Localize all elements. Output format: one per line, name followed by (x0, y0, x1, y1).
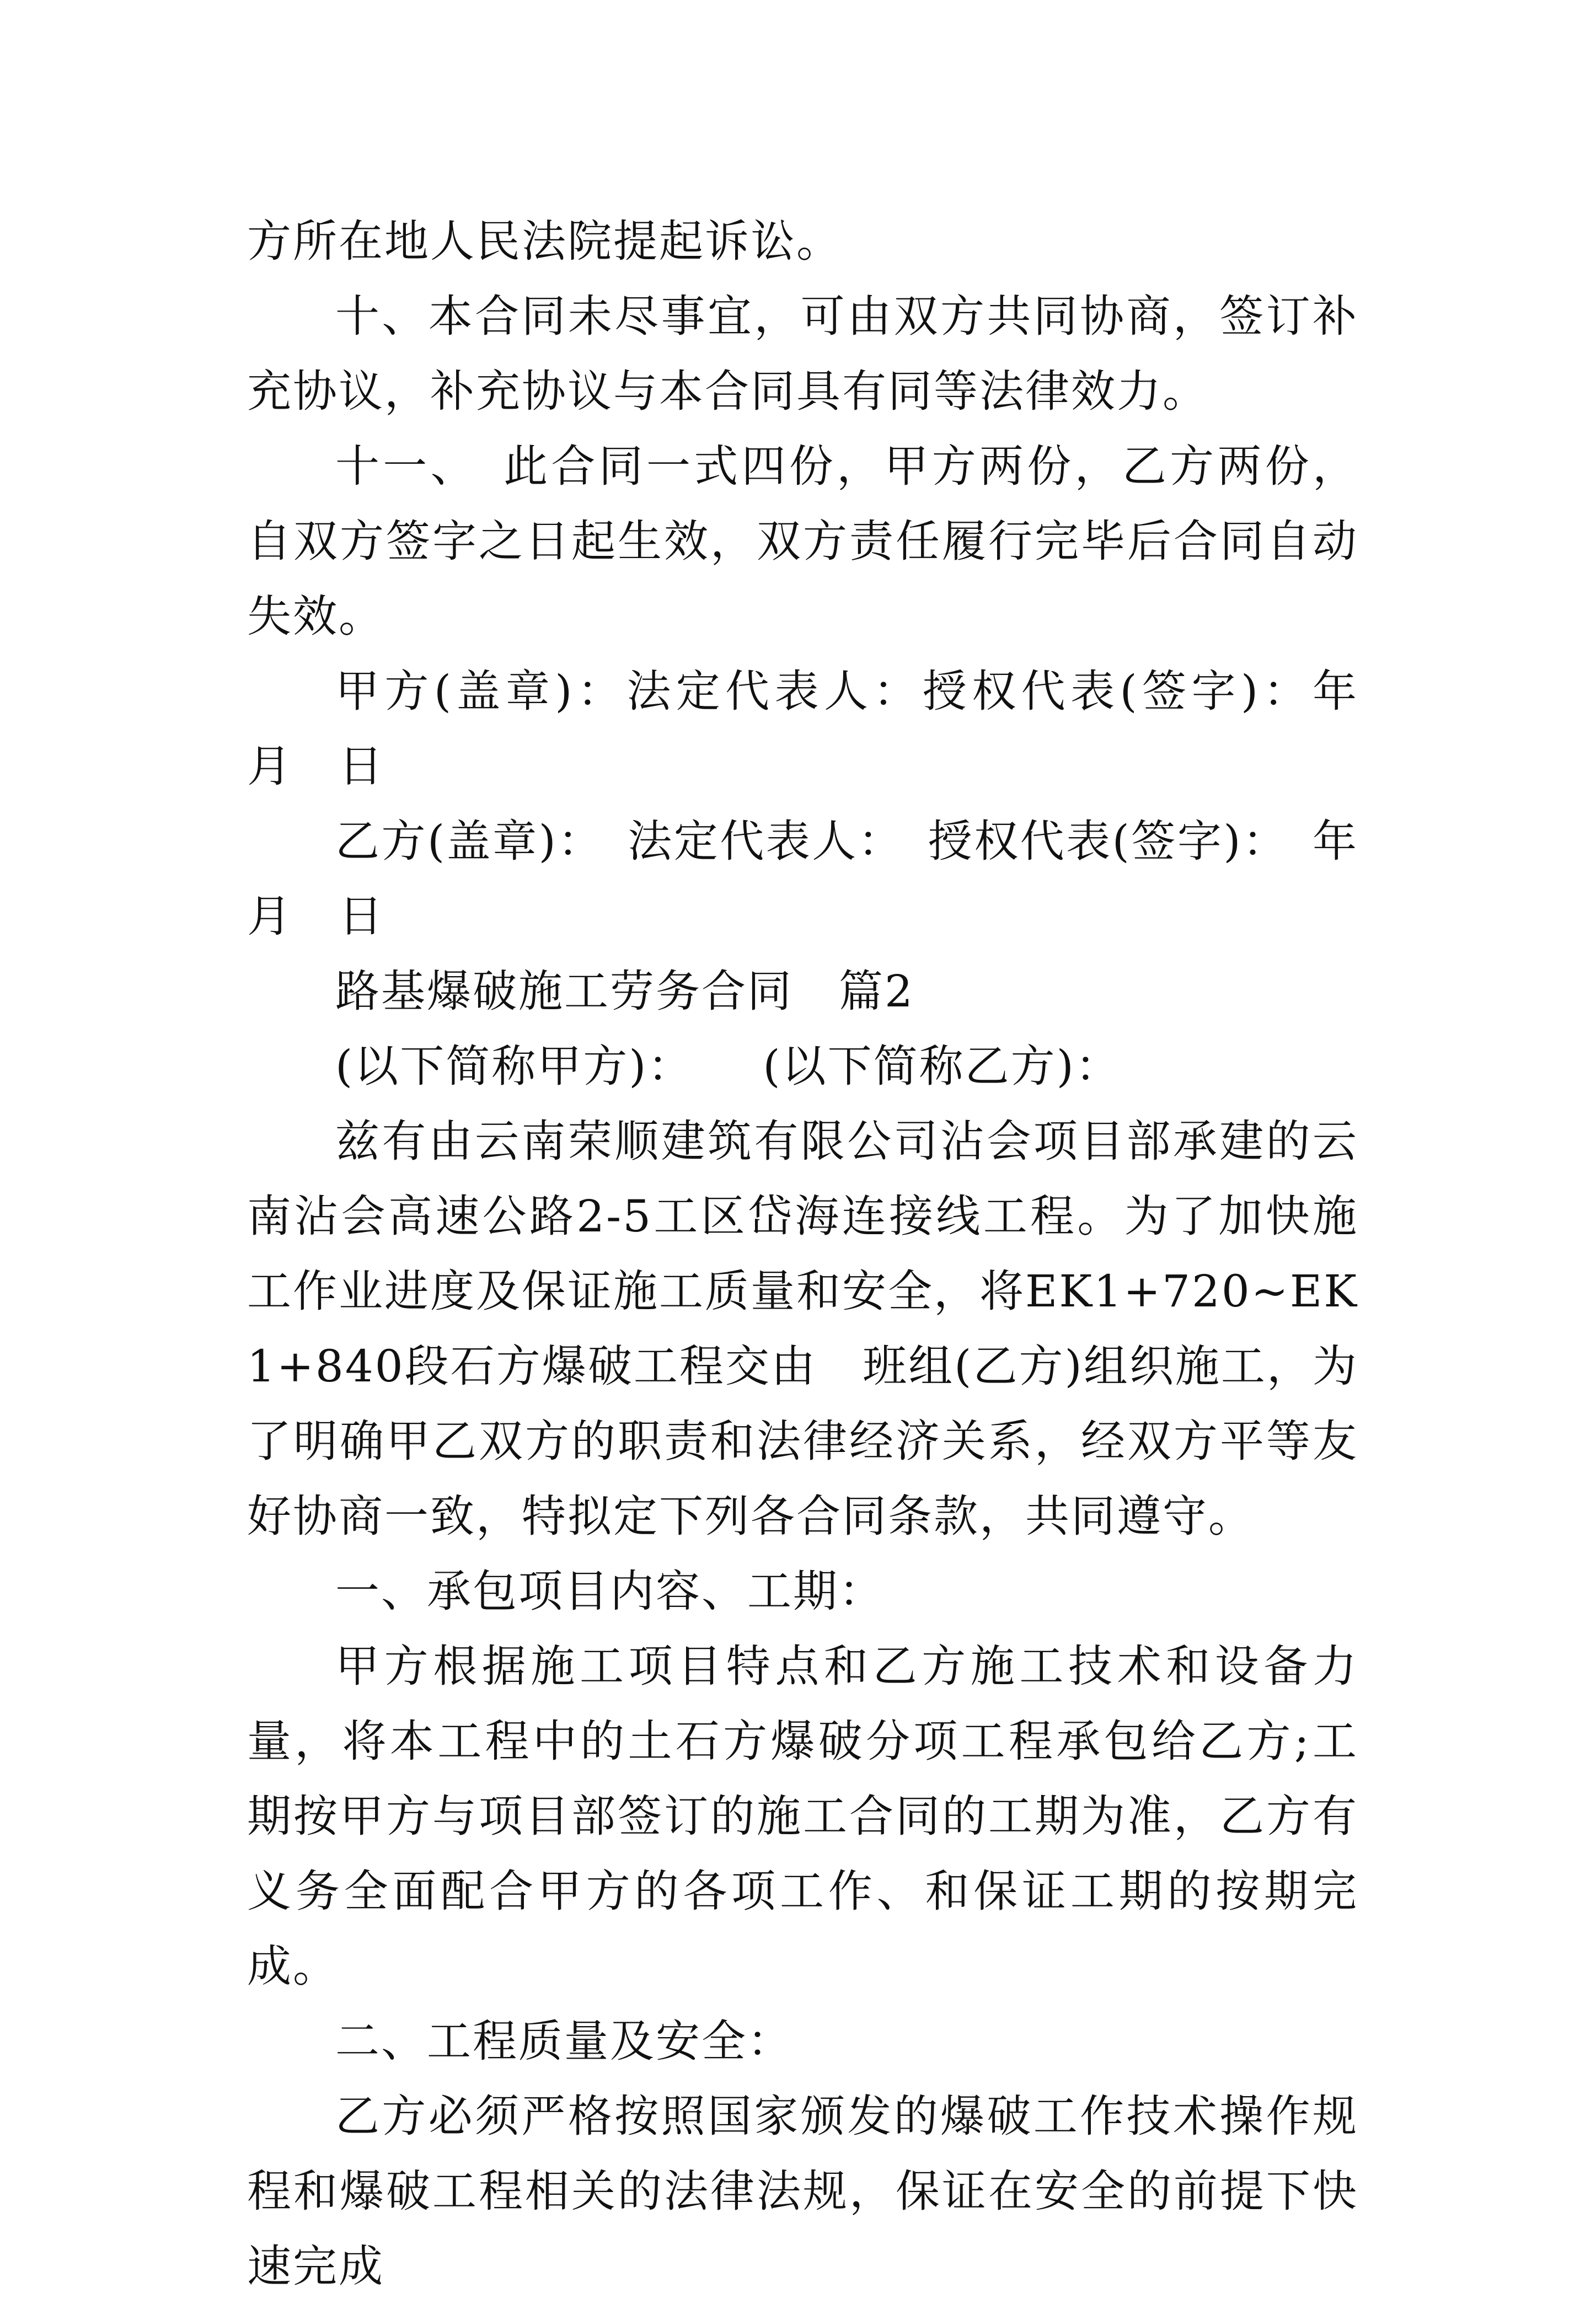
clause-two-body: 乙方必须严格按照国家颁发的爆破工作技术操作规程和爆破工程相关的法律法规，保证在安全的前提下快速完成 (247, 2091, 1358, 2292)
clause-ten-supplement: 十、本合同未尽事宜，可由双方共同协商，签订补充协议，补充协议与本合同具有同等法律效力。 (247, 291, 1358, 417)
clause-eleven-copies: 十一、 此合同一式四份，甲方两份，乙方两份，自双方签字之日起生效，双方责任履行完毕后合同自动失效。 (247, 441, 1358, 642)
clause-two-heading: 二、工程质量及安全： (335, 2016, 793, 2067)
clause-one-body: 甲方根据施工项目特点和乙方施工技术和设备力量，将本工程中的土石方爆破分项工程承包给乙方;工期按甲方与项目部签订的施工合同的工期为准，乙方有义务全面配合甲方的各项工作、和保证工期的按期完成。 (247, 1641, 1358, 1992)
party-b-signature-line: 乙方(盖章)： 法定代表人： 授权代表(签字)： 年 月 日 (247, 816, 1404, 942)
clause-one-heading: 一、承包项目内容、工期： (335, 1566, 885, 1617)
parties-line: (以下简称甲方)： (以下简称乙方)： (335, 1041, 1121, 1092)
paragraph-lawsuit-venue: 方所在地人民法院提起诉讼。 (247, 216, 842, 267)
party-a-signature-line: 甲方(盖章)：法定代表人：授权代表(签字)：年 月 日 (247, 666, 1404, 792)
section-heading: 路基爆破施工劳务合同 篇2 (335, 966, 914, 1017)
document-body (247, 204, 1404, 2304)
paragraph-preamble: 兹有由云南荣顺建筑有限公司沾会项目部承建的云南沾会高速公路2-5工区岱海连接线工程。为了加快施工作业进度及保证施工质量和安全，将EK1+720~EK1+840段石方爆破工程交由 班组(乙方)组织施工，为了明确甲乙双方的职责和法律经济关系，经双方平等友好协商一致，特拟定下列各合同条款，共同遵守。 (247, 1116, 1358, 1542)
